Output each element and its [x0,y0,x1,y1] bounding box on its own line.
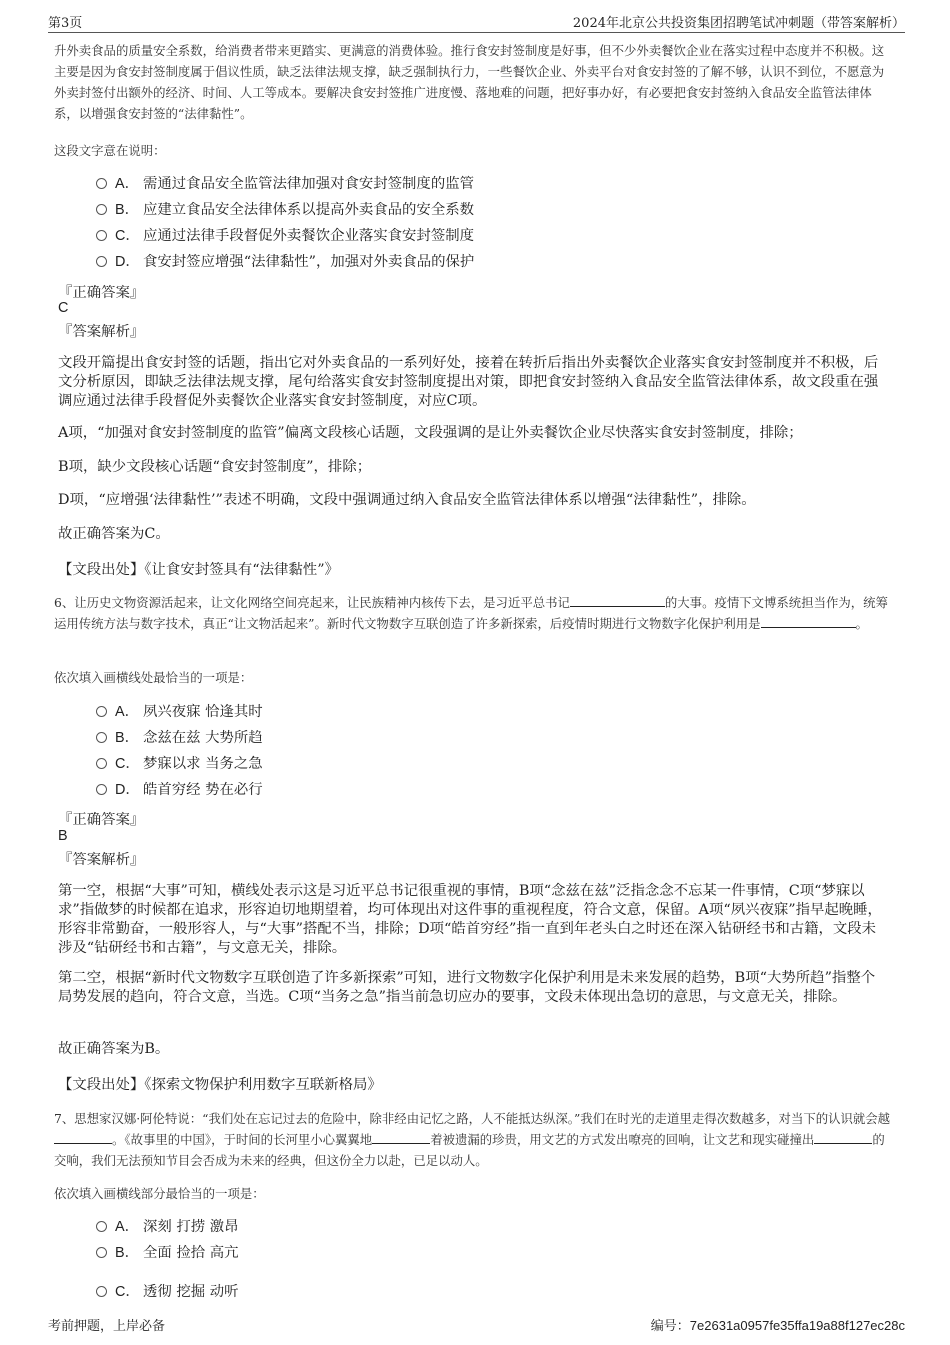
radio-icon[interactable] [96,256,107,267]
q6-analysis-label: 『答案解析』 [58,852,145,868]
page-header [48,8,905,33]
q5-passage: 升外卖食品的质量安全系数，给消费者带来更踏实、更满意的消费体验。推行食安封签制度是好事，但不少外卖餐饮企业在落实过程中态度并不积极。这主要是因为食安封签制度属于倡议性质，缺乏法律法规支撑，缺乏强制执行力，一些餐饮企业、外卖平台对食安封签的了解不够，认识不到位，不愿意为外卖封签付出额外的经济、时间、人工等成本。要解决食安封签推广进度慢、落地难的问题，把好事办好，有必要把食安封签纳入食品安全监管法律体系，以增强食安封签的“法律黏性”。 [54,43,885,121]
q5-option-d[interactable]: D． 食安封签应增强“法律黏性”，加强对外卖食品的保护 [96,251,474,273]
q6-prompt: 依次填入画横线处最恰当的一项是： [54,670,253,685]
radio-icon[interactable] [96,758,107,769]
q6-stem: 6、让历史文物资源活起来，让文化网络空间亮起来，让民族精神内核传下去，是习近平总书记 的大事。疫情下文博系统担当作为，统筹运用传统方法与数字技术，真正“让文物活起来”。新时代文物数字互联创造了许多新探索，后疫情时期进行文物数字化保护利用是 。 [54,595,888,631]
radio-icon[interactable] [96,178,107,189]
q5-analysis-p5: 故正确答案为C。 [58,526,170,542]
blank-line [814,1130,872,1144]
q5-analysis-p4: D项，“应增强‘法律黏性’”表述不明确，文段中强调通过纳入食品安全监管法律体系以增强“法律黏性”，排除。 [58,492,756,508]
radio-icon[interactable] [96,784,107,795]
radio-icon[interactable] [96,1247,107,1258]
q7-option-c[interactable]: C． 透彻 挖掘 动听 [96,1281,239,1303]
blank-line [761,614,856,628]
document-code: 编号：7e2631a0957fe35ffa19a88f127ec28c [650,1318,905,1334]
q6-answer: B [58,828,68,844]
radio-icon[interactable] [96,706,107,717]
q5-analysis-label: 『答案解析』 [58,324,145,340]
q6-option-b[interactable]: B． 念兹在兹 大势所趋 [96,727,263,749]
q7-stem: 7、思想家汉娜·阿伦特说：“我们处在忘记过去的危险中，除非经由记忆之路，人不能抵达纵深。”我们在时光的走道里走得次数越多，对当下的认识就会越。《故事里的中国》，于时间的长河里小心翼翼地 着被遗漏的珍贵，用文艺的方式发出嘹亮的回响，让文艺和现实碰撞出 的交响，我们无法预知节目会否成为未来的经典，但这份全力以赴，已足以动人。 [54,1111,891,1168]
q5-analysis-p2: A项，“加强对食安封签制度的监管”偏离文段核心话题，文段强调的是让外卖餐饮企业尽快落实食安封签制度，排除； [58,425,803,441]
q5-answer: C [58,300,69,316]
q5-option-a[interactable]: A． 需通过食品安全监管法律加强对食安封签制度的监管 [96,173,474,195]
q6-analysis-p3: 故正确答案为B。 [58,1041,170,1057]
q6-analysis-p1: 第一空，根据“大事”可知，横线处表示这是习近平总书记很重视的事情，B项“念兹在兹”泛指念念不忘某一件事情，C项“梦寐以求”指做梦的时候都在追求，形容迫切地期望着，均可体现出对这件事的重视程度，符合文意，保留。A项“夙兴夜寐”指早起晚睡，形容非常勤奋，一般形容人，与“大事”搭配不当，排除；D项“皓首穷经”指一直到年老头白之时还在深入钻研经书和古籍，文段未涉及“钻研经书和古籍”，与文意无关，排除。 [58,883,882,956]
q7-option-a[interactable]: A． 深刻 打捞 激昂 [96,1216,239,1238]
q6-source: 【文段出处】《探索文物保护利用数字互联新格局》 [58,1077,382,1093]
q7-option-b[interactable]: B． 全面 捡拾 高亢 [96,1242,239,1264]
page-number: 第3页 [48,16,83,31]
footer-slogan: 考前押题，上岸必备 [48,1319,166,1334]
radio-icon[interactable] [96,1221,107,1232]
q6-option-d[interactable]: D． 皓首穷经 势在必行 [96,779,263,801]
q5-answer-label: 『正确答案』 [58,285,145,301]
q6-answer-label: 『正确答案』 [58,812,145,828]
radio-icon[interactable] [96,1286,107,1297]
q5-option-c[interactable]: C． 应通过法律手段督促外卖餐饮企业落实食安封签制度 [96,225,474,247]
q7-prompt: 依次填入画横线部分最恰当的一项是： [54,1186,265,1201]
radio-icon[interactable] [96,230,107,241]
q6-option-a[interactable]: A． 夙兴夜寐 恰逢其时 [96,701,263,723]
q5-analysis-p1: 文段开篇提出食安封签的话题，指出它对外卖食品的一系列好处，接着在转折后指出外卖餐饮企业落实食安封签制度并不积极，后文分析原因，即缺乏法律法规支撑，尾句给落实食安封签制度提出对策，即把食安封签纳入食品安全监管法律体系，故文段重在强调应通过法律手段督促外卖餐饮企业落实食安封签制度，对应C项。 [58,355,879,409]
q5-prompt: 这段文字意在说明： [54,143,166,158]
blank-line [570,593,665,607]
q6-option-c[interactable]: C． 梦寐以求 当务之急 [96,753,263,775]
q5-option-b[interactable]: B． 应建立食品安全法律体系以提高外卖食品的安全系数 [96,199,474,221]
blank-line [54,1130,112,1144]
blank-line [372,1130,430,1144]
radio-icon[interactable] [96,732,107,743]
q6-analysis-p2: 第二空，根据“新时代文物数字互联创造了许多新探索”可知，进行文物数字化保护利用是未来发展的趋势，B项“大势所趋”指整个局势发展的趋向，符合文意，当选。C项“当务之急”指当前急切应办的要事，文段未体现出急切的意思，与文意无关，排除。 [58,970,876,1005]
q5-analysis-p3: B项，缺少文段核心话题“食安封签制度”，排除； [58,459,372,475]
radio-icon[interactable] [96,204,107,215]
q5-source: 【文段出处】《让食安封签具有“法律黏性”》 [58,562,339,578]
document-title: 2024年北京公共投资集团招聘笔试冲刺题（带答案解析） [572,16,905,31]
